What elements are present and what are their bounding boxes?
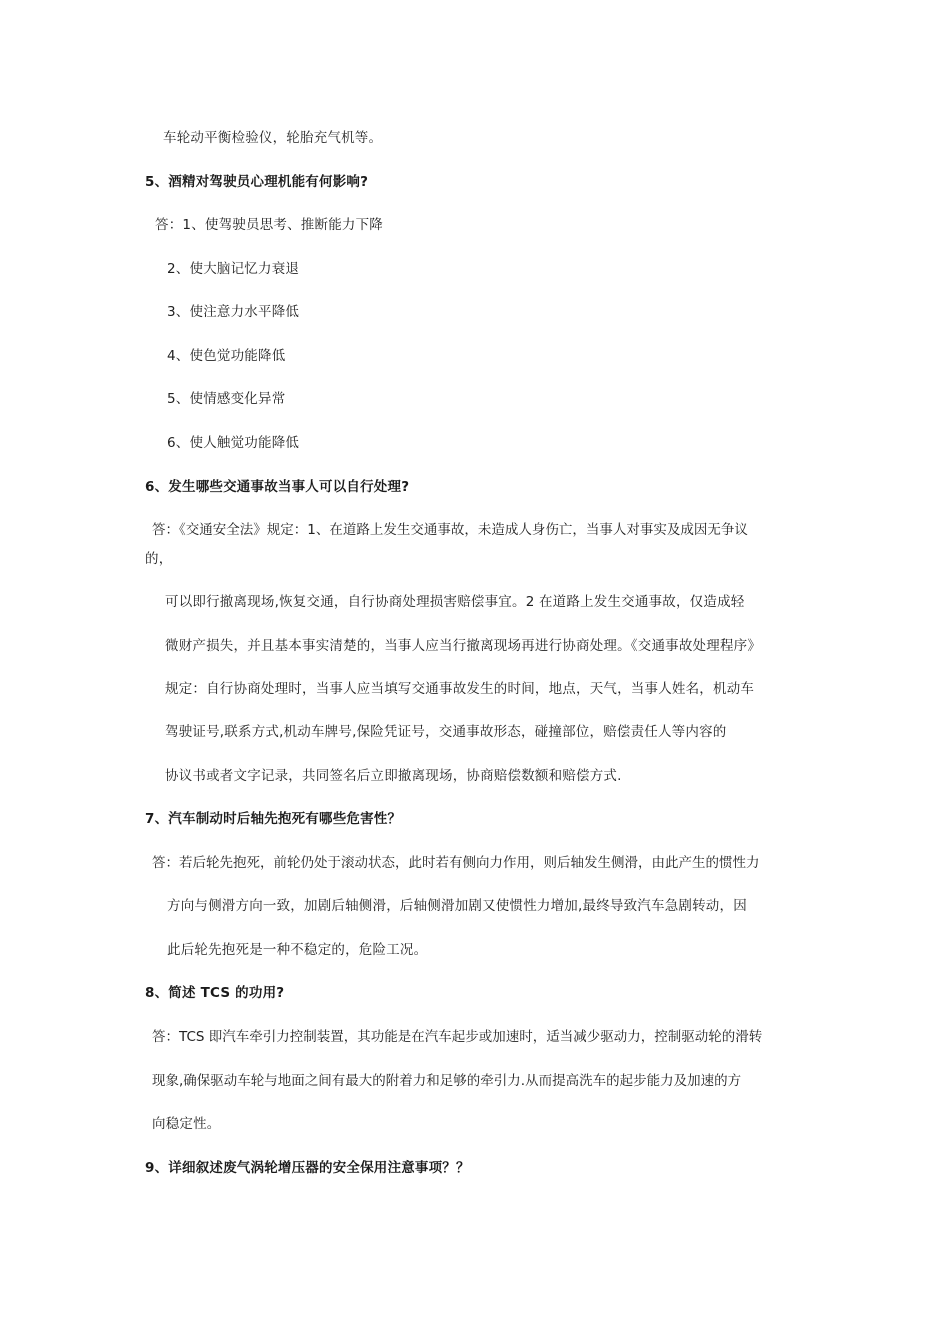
- answer-line: 现象,确保驱动车轮与地面之间有最大的附着力和足够的牵引力.从而提高洗车的起步能力及加速的方: [152, 1073, 742, 1089]
- answer-line: 4、使色觉功能降低: [167, 348, 286, 364]
- answer-line: 3、使注意力水平降低: [167, 304, 300, 320]
- question-heading: 8、简述 TCS 的功用?: [145, 985, 285, 1001]
- answer-line: 答：若后轮先抱死，前轮仍处于滚动状态，此时若有侧向力作用，则后轴发生侧滑，由此产生的惯性力: [152, 855, 760, 871]
- question-heading: 7、汽车制动时后轴先抱死有哪些危害性？: [145, 811, 402, 827]
- answer-line: 答：《交通安全法》规定：1、在道路上发生交通事故，未造成人身伤亡，当事人对事实及成因无争议: [152, 522, 748, 538]
- answer-line: 此后轮先抱死是一种不稳定的，危险工况。: [167, 942, 428, 958]
- answer-line: 协议书或者文字记录，共同签名后立即撤离现场，协商赔偿数额和赔偿方式.: [165, 768, 622, 784]
- answer-line: 方向与侧滑方向一致，加剧后轴侧滑，后轴侧滑加剧又使惯性力增加,最终导致汽车急剧转动，因: [167, 898, 747, 914]
- question-heading: 6、发生哪些交通事故当事人可以自行处理?: [145, 479, 410, 495]
- answer-line: 向稳定性。: [152, 1116, 221, 1132]
- answer-line: 6、使人触觉功能降低: [167, 435, 300, 451]
- answer-line: 答：TCS 即汽车牵引力控制装置，其功能是在汽车起步或加速时，适当减少驱动力，控制驱动轮的滑转: [152, 1029, 763, 1045]
- answer-line: 微财产损失，并且基本事实清楚的，当事人应当行撤离现场再进行协商处理。《交通事故处理程序》: [165, 638, 762, 654]
- question-heading: 9、详细叙述废气涡轮增压器的安全保用注意事项？？: [145, 1160, 470, 1176]
- answer-line: 5、使情感变化异常: [167, 391, 286, 407]
- paragraph-line: 车轮动平衡检验仪，轮胎充气机等。: [163, 130, 383, 146]
- answer-line: 可以即行撤离现场,恢复交通，自行协商处理损害赔偿事宜。2 在道路上发生交通事故，仅造成轻: [165, 594, 745, 610]
- answer-line: 答：1、使驾驶员思考、推断能力下降: [155, 217, 383, 233]
- answer-line: 的，: [145, 551, 173, 567]
- answer-line: 2、使大脑记忆力衰退: [167, 261, 300, 277]
- answer-line: 规定：自行协商处理时，当事人应当填写交通事故发生的时间，地点，天气，当事人姓名，机动车: [165, 681, 755, 697]
- question-heading: 5、酒精对驾驶员心理机能有何影响?: [145, 174, 369, 190]
- answer-line: 驾驶证号,联系方式,机动车牌号,保险凭证号，交通事故形态，碰撞部位，赔偿责任人等内容的: [165, 724, 727, 740]
